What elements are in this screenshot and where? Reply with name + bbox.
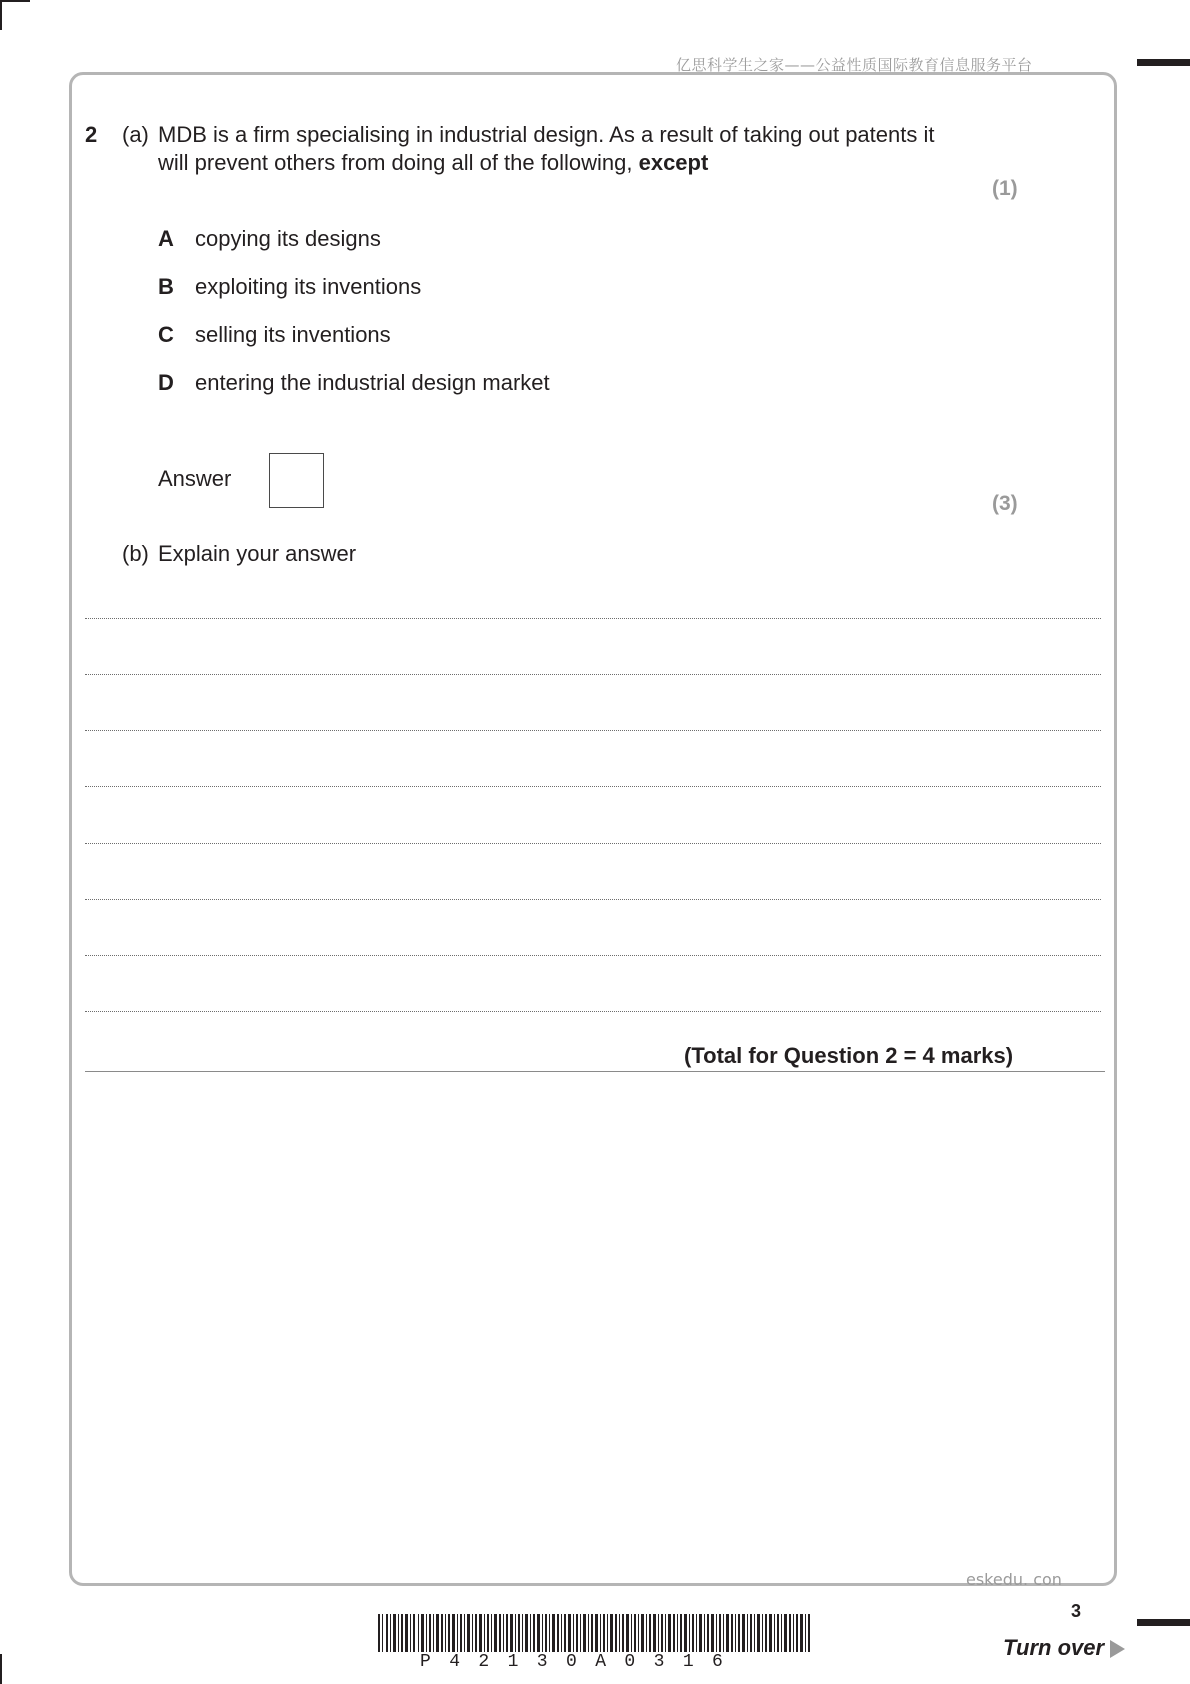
answer-box[interactable] <box>269 453 324 508</box>
part-a-question-text: will prevent others from doing all of the following, <box>158 150 633 175</box>
edge-mark <box>1137 1619 1190 1626</box>
part-b-marks: (3) <box>992 492 1018 515</box>
answer-line[interactable] <box>85 730 1101 731</box>
answer-line[interactable] <box>85 899 1101 900</box>
header-watermark: 亿思科学生之家——公益性质国际教育信息服务平台 <box>676 56 1033 74</box>
footer-watermark: eskedu. con <box>966 1570 1062 1589</box>
barcode-number: P42130A0316 <box>420 1652 742 1672</box>
question-total-marks: (Total for Question 2 = 4 marks) <box>684 1043 1014 1068</box>
edge-mark <box>1137 59 1190 66</box>
part-a-question-line-1: MDB is a firm specialising in industrial design. As a result of taking out patents it <box>158 122 935 147</box>
answer-line[interactable] <box>85 843 1101 844</box>
answer-line[interactable] <box>85 955 1101 956</box>
option-letter-c: C <box>158 322 174 347</box>
answer-line[interactable] <box>85 786 1101 787</box>
option-text-b: exploiting its inventions <box>195 274 422 299</box>
crop-mark <box>0 1654 2 1684</box>
total-rule <box>85 1071 1105 1072</box>
part-b-question: Explain your answer <box>158 541 357 566</box>
question-number: 2 <box>85 122 98 147</box>
crop-mark <box>0 0 2 30</box>
page-number: 3 <box>1071 1601 1082 1621</box>
play-arrow-icon <box>1110 1640 1125 1658</box>
part-a-question-line-2 <box>158 149 708 177</box>
option-letter-d: D <box>158 370 174 395</box>
part-a-question-emphasis: except <box>638 150 709 175</box>
answer-line[interactable] <box>85 1011 1101 1012</box>
part-a-label: (a) <box>122 122 149 147</box>
option-text-a: copying its designs <box>195 226 381 251</box>
option-letter-b: B <box>158 274 174 299</box>
answer-line[interactable] <box>85 674 1101 675</box>
option-letter-a: A <box>158 226 174 251</box>
answer-line[interactable] <box>85 618 1101 619</box>
part-a-marks: (1) <box>992 177 1018 200</box>
part-b-label: (b) <box>122 541 149 566</box>
answer-label: Answer <box>158 466 232 491</box>
option-text-d: entering the industrial design market <box>195 370 550 395</box>
turn-over-label: Turn over <box>1003 1635 1105 1660</box>
option-text-c: selling its inventions <box>195 322 391 347</box>
crop-mark <box>0 0 30 2</box>
barcode <box>378 1614 810 1652</box>
